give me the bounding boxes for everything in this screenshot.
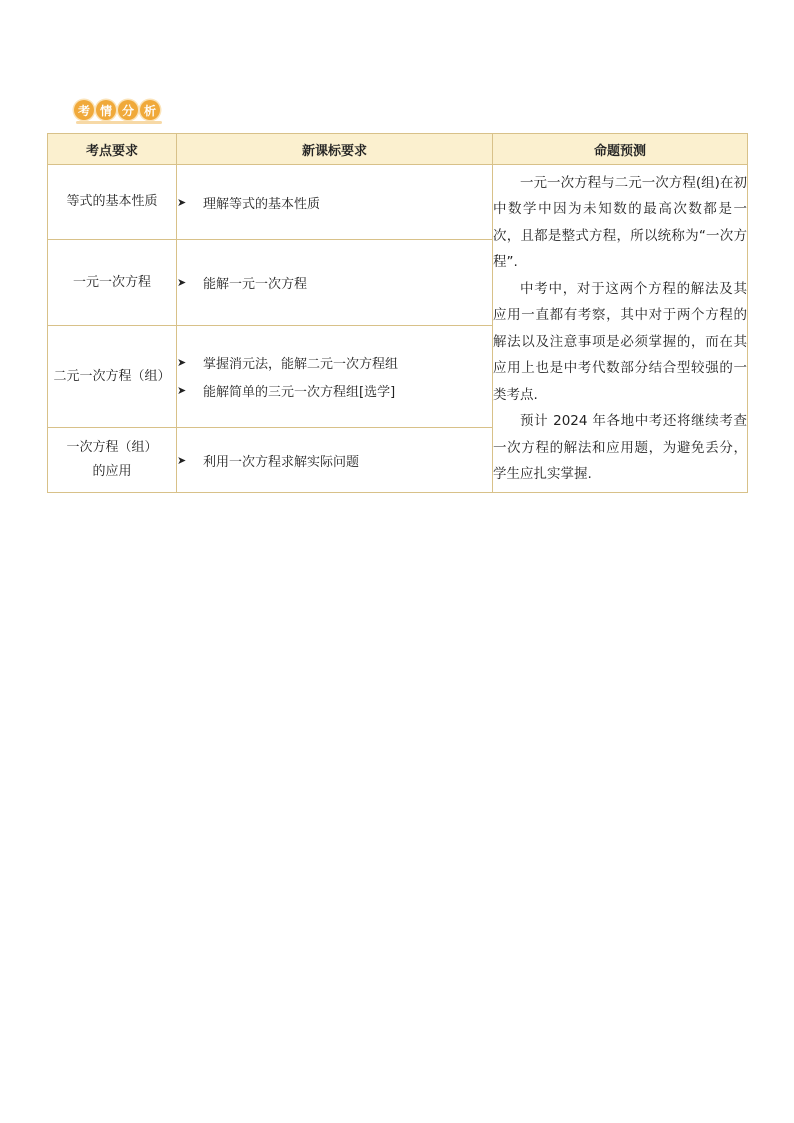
header-cell: 新课标要求 [177, 134, 493, 165]
topic-text: 的应用 [92, 464, 132, 479]
requirement-text: 掌握消元法，能解二元一次方程组 [203, 357, 399, 372]
table-row [48, 165, 748, 240]
topic-text: 二元一次方程（组） [53, 368, 171, 384]
requirement-cell [177, 326, 493, 428]
topic-text: 等式的基本性质 [66, 194, 158, 209]
requirement-text: 能解一元一次方程 [203, 277, 308, 292]
requirement-cell [177, 240, 493, 326]
requirement-item [177, 349, 492, 377]
arrow-bullet-icon: ➤ [177, 356, 187, 369]
requirement-item [177, 446, 492, 474]
topic-cell [48, 240, 177, 326]
requirement-text: 能解简单的三元一次方程组[选学] [203, 385, 396, 400]
prediction-paragraph: 一元一次方程与二元一次方程(组)在初中数学中因为未知数的最高次数都是一次，且都是整式方程，所以统称为“一次方程”. [493, 174, 747, 270]
badge-char: 考 [74, 100, 94, 120]
requirement-cell [177, 428, 493, 493]
header-cell: 命题预测 [493, 134, 748, 165]
topic-text: 一次方程（组） [66, 440, 158, 455]
prediction-paragraph: 预计 2024 年各地中考还将继续考查一次方程的解法和应用题，为避免丢分，学生应扎实掌握. [493, 413, 747, 482]
requirement-item [177, 188, 492, 216]
badge-char: 情 [96, 100, 116, 120]
requirement-item [177, 269, 492, 297]
topic-cell [48, 326, 177, 428]
section-badge [74, 96, 162, 124]
arrow-bullet-icon: ➤ [177, 384, 187, 397]
topic-cell [48, 165, 177, 240]
prediction-paragraph: 中考中，对于这两个方程的解法及其应用一直都有考察，其中对于两个方程的解法以及注意事项是必须掌握的，而在其应用上也是中考代数部分结合型较强的一类考点. [493, 280, 747, 403]
badge-underline [76, 121, 162, 124]
header-row [48, 134, 748, 165]
topic-text: 一元一次方程 [72, 274, 151, 290]
requirement-item [177, 377, 492, 405]
requirement-text: 理解等式的基本性质 [203, 196, 321, 212]
analysis-table [47, 133, 748, 493]
badge-char: 析 [140, 100, 160, 120]
header-cell: 考点要求 [48, 134, 177, 165]
prediction-cell [493, 165, 748, 493]
arrow-bullet-icon: ➤ [177, 453, 187, 467]
arrow-bullet-icon: ➤ [177, 195, 187, 209]
requirement-cell [177, 165, 493, 240]
requirement-text: 利用一次方程求解实际问题 [203, 454, 360, 470]
badge-char: 分 [118, 100, 138, 120]
arrow-bullet-icon: ➤ [177, 276, 187, 289]
topic-cell [48, 428, 177, 493]
